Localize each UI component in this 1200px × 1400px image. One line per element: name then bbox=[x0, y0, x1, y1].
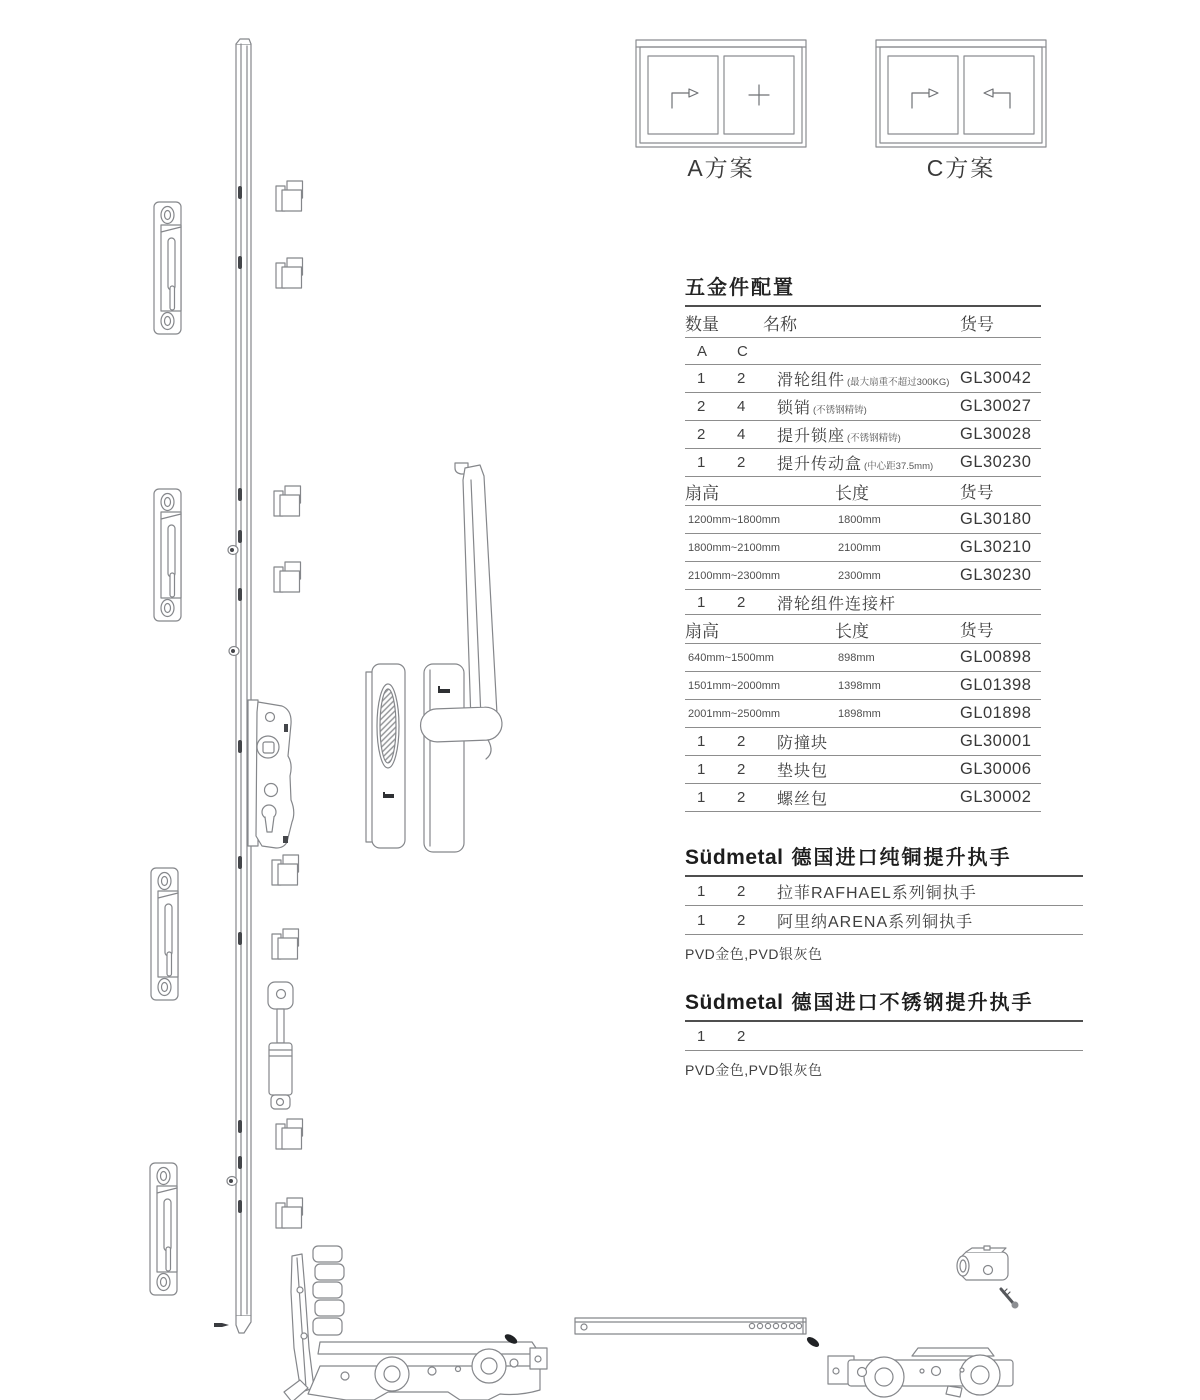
part-note: (最大扇重不超过300KG) bbox=[847, 377, 950, 388]
size-row bbox=[685, 562, 1041, 590]
table-row bbox=[685, 421, 1041, 449]
part-code: GL30230 bbox=[960, 566, 1032, 584]
roller-carriage bbox=[828, 1348, 1013, 1397]
part-code: GL30002 bbox=[960, 788, 1032, 806]
part-code: GL30230 bbox=[960, 453, 1032, 471]
table-row bbox=[685, 728, 1041, 756]
table-row bbox=[685, 877, 1083, 906]
brand-name: Südmetal bbox=[685, 846, 784, 869]
part-name: 垫块包 bbox=[777, 763, 829, 780]
col-length: 长度 bbox=[835, 621, 869, 641]
lift-handle bbox=[420, 463, 503, 852]
part-name: 螺丝包 bbox=[777, 791, 829, 808]
stop-block bbox=[957, 1246, 1008, 1280]
section-title-text: 德国进口不锈钢提升执手 bbox=[791, 992, 1034, 1014]
scheme-c-label: C方案 bbox=[926, 155, 996, 181]
qty-a: 1 bbox=[697, 593, 706, 611]
size-row bbox=[685, 700, 1041, 728]
part-name: 提升锁座 (不锈钢精铸) bbox=[777, 428, 901, 445]
qty-a: 2 bbox=[697, 426, 706, 443]
small-screw-icon bbox=[214, 1323, 229, 1327]
drive-bar bbox=[214, 39, 267, 1333]
brand-name: Südmetal bbox=[685, 991, 784, 1014]
section-title bbox=[685, 841, 1083, 877]
part-code: GL00898 bbox=[960, 648, 1032, 666]
qty-c: 2 bbox=[737, 454, 746, 471]
qty-a: 1 bbox=[697, 761, 706, 778]
part-code: GL01898 bbox=[960, 704, 1032, 722]
section-title bbox=[685, 986, 1083, 1022]
hardware-table bbox=[685, 271, 1041, 812]
part-name: 滑轮组件 (最大扇重不超过300KG) bbox=[777, 372, 950, 389]
screw-icon bbox=[1001, 1289, 1019, 1309]
table-header bbox=[685, 307, 1041, 338]
table-row bbox=[685, 590, 1041, 615]
table-title: 五金件配置 bbox=[685, 271, 1041, 307]
length: 2100mm bbox=[838, 541, 881, 554]
size-header bbox=[685, 615, 1041, 644]
qty-a: 1 bbox=[697, 882, 706, 900]
part-code: GL30028 bbox=[960, 425, 1032, 443]
connecting-rod bbox=[575, 1318, 821, 1349]
finish-note: PVD金色,PVD银灰色 bbox=[685, 946, 823, 962]
part-code: GL30006 bbox=[960, 760, 1032, 778]
qty-c: 4 bbox=[737, 398, 746, 415]
col-code: 货号 bbox=[960, 484, 994, 502]
scheme-a-label: A方案 bbox=[687, 155, 755, 181]
table-row bbox=[685, 449, 1041, 477]
steel-handle-section bbox=[685, 986, 1083, 1080]
part-code: GL30210 bbox=[960, 538, 1032, 556]
length: 1800mm bbox=[838, 513, 881, 526]
qty-c: 2 bbox=[737, 882, 746, 900]
fan-height: 2001mm~2500mm bbox=[688, 707, 781, 720]
qty-c: 2 bbox=[737, 911, 746, 929]
part-note: (中心距37.5mm) bbox=[864, 461, 934, 472]
size-row bbox=[685, 672, 1041, 700]
qty-c: 2 bbox=[737, 1027, 746, 1045]
part-code: GL30001 bbox=[960, 732, 1032, 750]
table-row bbox=[685, 756, 1041, 784]
fan-height: 1200mm~1800mm bbox=[688, 513, 781, 526]
qty-c: 2 bbox=[737, 370, 746, 387]
part-note: (不锈钢精铸) bbox=[847, 433, 901, 444]
part-note: (不锈钢精铸) bbox=[813, 405, 867, 416]
fan-height: 1501mm~2000mm bbox=[688, 679, 781, 692]
size-row bbox=[685, 506, 1041, 534]
table-row bbox=[685, 784, 1041, 812]
col-code: 货号 bbox=[960, 622, 994, 640]
col-header-code: 货号 bbox=[960, 314, 994, 334]
length: 1898mm bbox=[838, 707, 881, 720]
qty-c: 2 bbox=[737, 593, 746, 611]
pin-icon bbox=[805, 1335, 820, 1349]
qty-c: 2 bbox=[737, 733, 746, 750]
subcol-a: A bbox=[697, 342, 708, 360]
length: 2300mm bbox=[838, 569, 881, 582]
part-code: GL30180 bbox=[960, 510, 1032, 528]
corner-drive-assembly bbox=[284, 1246, 547, 1400]
fan-height: 2100mm~2300mm bbox=[688, 569, 781, 582]
part-name: 阿里纳ARENA系列铜执手 bbox=[777, 913, 974, 931]
part-name: 防撞块 bbox=[777, 735, 829, 752]
keeper-plates bbox=[150, 202, 181, 1295]
size-row bbox=[685, 534, 1041, 562]
part-name: 拉菲RAFHAEL系列铜执手 bbox=[777, 884, 977, 902]
col-header-qty: 数量 bbox=[685, 314, 719, 334]
qty-c: 4 bbox=[737, 426, 746, 443]
part-code: GL30027 bbox=[960, 397, 1032, 415]
length: 1398mm bbox=[838, 679, 881, 692]
length: 898mm bbox=[838, 651, 875, 664]
fan-height: 1800mm~2100mm bbox=[688, 541, 781, 554]
table-row bbox=[685, 906, 1083, 935]
qty-a: 1 bbox=[697, 370, 706, 387]
part-name: 滑轮组件连接杆 bbox=[777, 595, 897, 613]
size-header bbox=[685, 477, 1041, 506]
finish-note: PVD金色,PVD银灰色 bbox=[685, 1062, 823, 1078]
part-name: 提升传动盒 (中心距37.5mm) bbox=[777, 456, 934, 473]
col-fan-height: 扇高 bbox=[685, 621, 719, 641]
part-code: GL30042 bbox=[960, 369, 1032, 387]
part-name: 锁销 (不锈钢精铸) bbox=[777, 400, 867, 417]
col-fan-height: 扇高 bbox=[685, 483, 719, 503]
ribbed-block bbox=[313, 1246, 344, 1335]
part-code: GL01398 bbox=[960, 676, 1032, 694]
table-row bbox=[685, 1022, 1083, 1051]
gas-damper bbox=[268, 982, 293, 1109]
window-diagram-c bbox=[876, 40, 1046, 147]
qty-a: 1 bbox=[697, 911, 706, 929]
table-subheader bbox=[685, 338, 1041, 365]
qty-a: 1 bbox=[697, 789, 706, 806]
table-row bbox=[685, 365, 1041, 393]
size-row bbox=[685, 644, 1041, 672]
qty-a: 2 bbox=[697, 398, 706, 415]
section-title-text: 德国进口纯铜提升执手 bbox=[791, 847, 1012, 869]
qty-a: 1 bbox=[697, 454, 706, 471]
qty-c: 2 bbox=[737, 761, 746, 778]
brass-handle-section bbox=[685, 841, 1083, 964]
fan-height: 640mm~1500mm bbox=[688, 651, 774, 664]
flush-pull-handle bbox=[366, 664, 405, 848]
window-diagram-a bbox=[636, 40, 806, 147]
subcol-c: C bbox=[737, 342, 748, 360]
col-length: 长度 bbox=[835, 483, 869, 503]
col-header-name: 名称 bbox=[763, 314, 797, 334]
table-row bbox=[685, 393, 1041, 421]
qty-c: 2 bbox=[737, 789, 746, 806]
qty-a: 1 bbox=[697, 1027, 706, 1045]
gear-box bbox=[248, 700, 294, 848]
qty-a: 1 bbox=[697, 733, 706, 750]
